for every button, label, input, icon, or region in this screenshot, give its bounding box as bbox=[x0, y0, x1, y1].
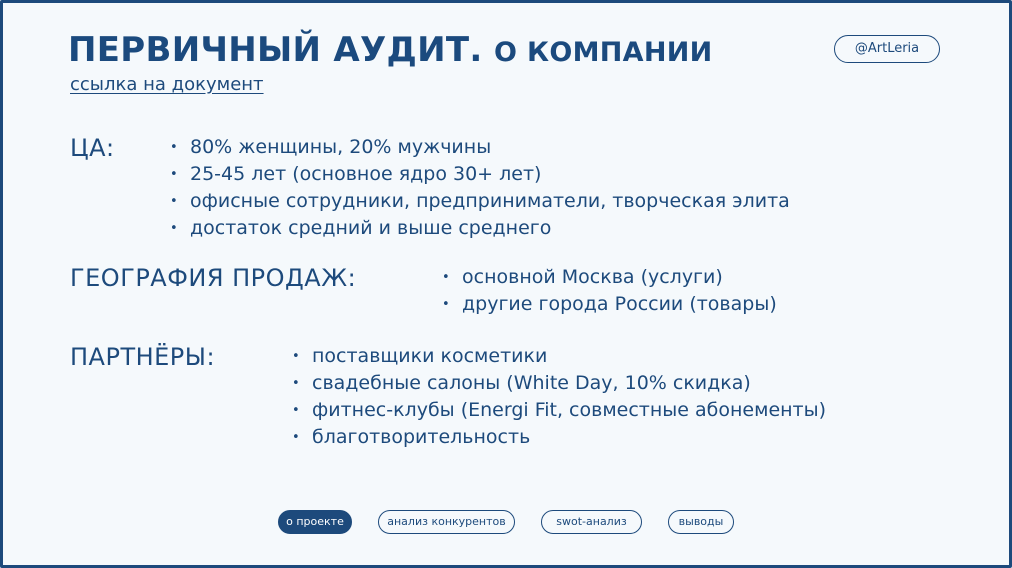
list-item: • поставщики косметики bbox=[292, 343, 826, 370]
section-label-geography: ГЕОГРАФИЯ ПРОДАЖ: bbox=[70, 264, 357, 292]
section-label-audience: ЦА: bbox=[70, 134, 115, 162]
list-item: • офисные сотрудники, предприниматели, творческая элита bbox=[170, 188, 790, 215]
nav-button-swot[interactable]: swot-анализ bbox=[541, 510, 642, 534]
list-item: • основной Москва (услуги) bbox=[442, 264, 777, 291]
title-main: ПЕРВИЧНЫЙ АУДИТ. bbox=[68, 30, 483, 70]
nav-button-about[interactable]: о проекте bbox=[278, 510, 352, 534]
geography-list bbox=[442, 264, 777, 318]
nav-button-conclusions[interactable]: выводы bbox=[668, 510, 734, 534]
author-handle-badge: @ArtLeria bbox=[834, 35, 940, 63]
page-title bbox=[68, 30, 713, 70]
list-item: • фитнес-клубы (Energi Fit, совместные абонементы) bbox=[292, 397, 826, 424]
title-sub: О КОМПАНИИ bbox=[494, 37, 713, 68]
list-item: • другие города России (товары) bbox=[442, 291, 777, 318]
partners-list bbox=[292, 343, 826, 451]
document-link[interactable]: ссылка на документ bbox=[70, 74, 264, 95]
list-item: • свадебные салоны (White Day, 10% скидка) bbox=[292, 370, 826, 397]
list-item: • благотворительность bbox=[292, 424, 826, 451]
nav-button-competitors[interactable]: анализ конкурентов bbox=[378, 510, 515, 534]
section-label-partners: ПАРТНЁРЫ: bbox=[70, 343, 216, 371]
audience-list bbox=[170, 134, 790, 242]
list-item: • 25-45 лет (основное ядро 30+ лет) bbox=[170, 161, 790, 188]
list-item: • достаток средний и выше среднего bbox=[170, 215, 790, 242]
list-item: • 80% женщины, 20% мужчины bbox=[170, 134, 790, 161]
